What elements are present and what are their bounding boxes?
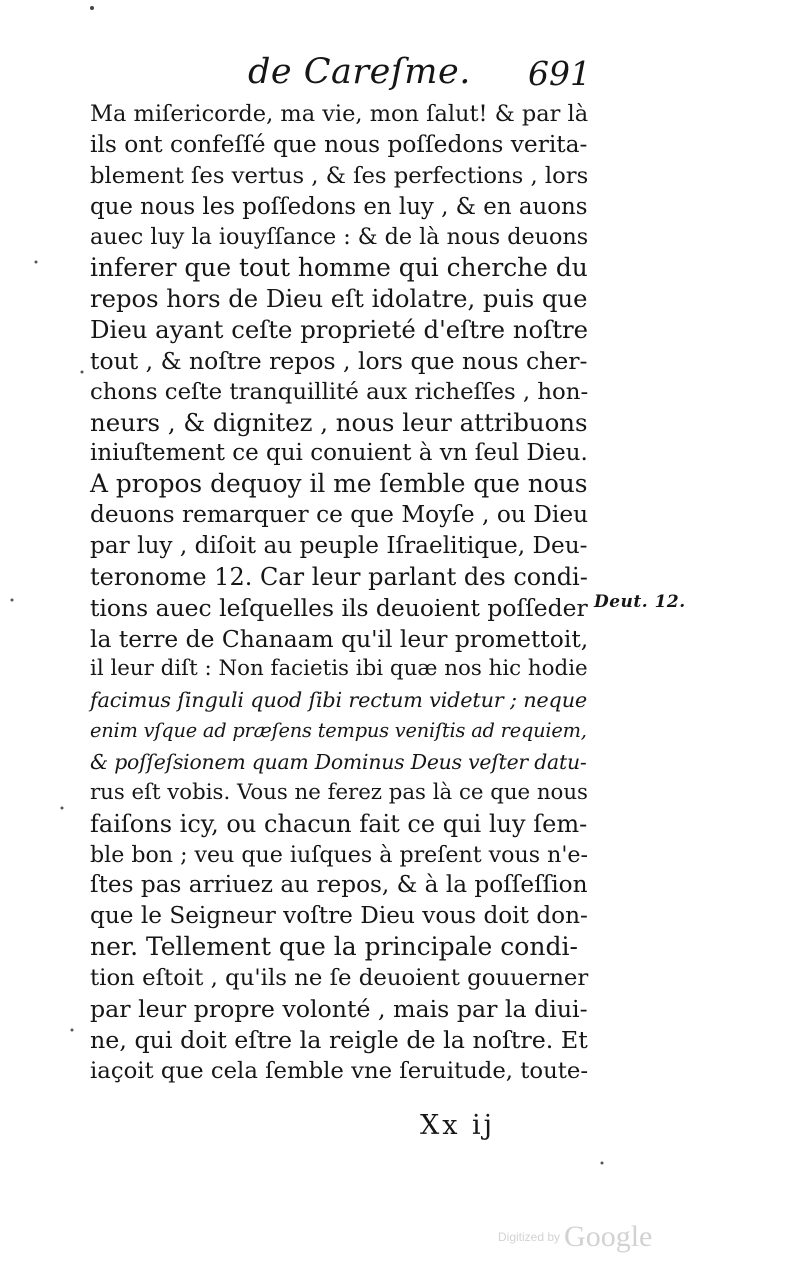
speck: [601, 1162, 604, 1165]
speck: [90, 6, 94, 10]
text-line: neurs , & dignitez , nous leur attribuons: [90, 407, 588, 437]
text-line: la terre de Chanaam qu'il leur promettoit,: [90, 624, 589, 653]
text-line: ils ont confeſſé que nous poſſedons verita-: [90, 130, 588, 158]
text-line: repos hors de Dieu eſt idolatre, puis que: [90, 284, 588, 314]
speck: [11, 599, 14, 602]
text-line: faiſons icy, ou chacun fait ce qui luy ſem-: [90, 809, 588, 838]
text-line: iniuſtement ce qui conuient à vn ſeul Dieu.: [90, 440, 588, 467]
text-line: deuons remarquer ce que Moyſe , ou Dieu: [90, 501, 589, 529]
page-number: 691: [528, 54, 591, 93]
text-line: que nous les poſſedons en luy , & en auons: [90, 193, 588, 220]
watermark-logo-text: Google: [564, 1220, 653, 1253]
text-line: Ma miſericorde, ma vie, mon ſalut! & par là: [90, 101, 589, 127]
text-line: ner. Tellement que la principale condi-: [90, 932, 578, 962]
text-line: Dieu ayant ceſte proprieté d'eſtre noſtre: [90, 315, 589, 345]
watermark-small-text: Digitized by: [498, 1230, 561, 1244]
text-line: par luy , diſoit au peuple Iſraelitique, Deu-: [90, 532, 588, 560]
text-line: inferer que tout homme qui cherche du: [90, 253, 588, 283]
text-line: iaçoit que cela ſemble vne ſeruitude, toute-: [90, 1057, 589, 1084]
latin-quote-line: & poſſeſsionem quam Dominus Deus veſter datu-: [90, 750, 587, 775]
text-line: tout , & noſtre repos , lors que nous cher-: [90, 346, 588, 375]
text-line: tions auec leſquelles ils deuoient poſſeder: [90, 593, 588, 622]
running-title: de Careſme.: [248, 52, 471, 92]
text-line: teronome 12. Car leur parlant des condi-: [90, 562, 588, 591]
text-line: blement ſes vertus , & ſes perfections , lors: [90, 162, 589, 189]
text-line: auec luy la iouyſſance : & de là nous deuons: [90, 224, 589, 251]
text-line: ble bon ; veu que iuſques à preſent vous n'e-: [90, 841, 588, 868]
speck: [61, 807, 64, 810]
text-line: il leur diſt : Non facietis ibi quæ nos hic hodie: [90, 656, 588, 682]
signature-mark: Xx ij: [420, 1110, 496, 1141]
speck: [35, 261, 38, 264]
text-line: que le Seigneur voſtre Dieu vous doit don-: [90, 902, 588, 930]
text-line: ſtes pas arriuez au repos, & à la poſſeſſion: [90, 871, 588, 899]
latin-quote-line: enim vſque ad præſens tempus veniſtis ad requiem,: [90, 719, 587, 743]
text-line: ne, qui doit eſtre la reigle de la noſtre. Et: [90, 1025, 588, 1054]
text-line: rus eſt vobis. Vous ne ferez pas là ce que nous: [90, 779, 588, 805]
speck: [71, 1029, 74, 1032]
speck: [81, 371, 84, 374]
latin-quote-line: facimus ſinguli quod ſibi rectum videtur ; neque: [90, 688, 588, 713]
text-line: chons ceſte tranquillité aux richeſſes , hon-: [90, 378, 589, 405]
text-line: par leur propre volonté , mais par la diui-: [90, 994, 588, 1023]
text-line: A propos dequoy il me ſemble que nous: [90, 469, 588, 499]
text-line: tion eſtoit , qu'ils ne ſe deuoient gouuerner: [90, 965, 589, 992]
margin-note: Deut. 12.: [594, 592, 686, 612]
